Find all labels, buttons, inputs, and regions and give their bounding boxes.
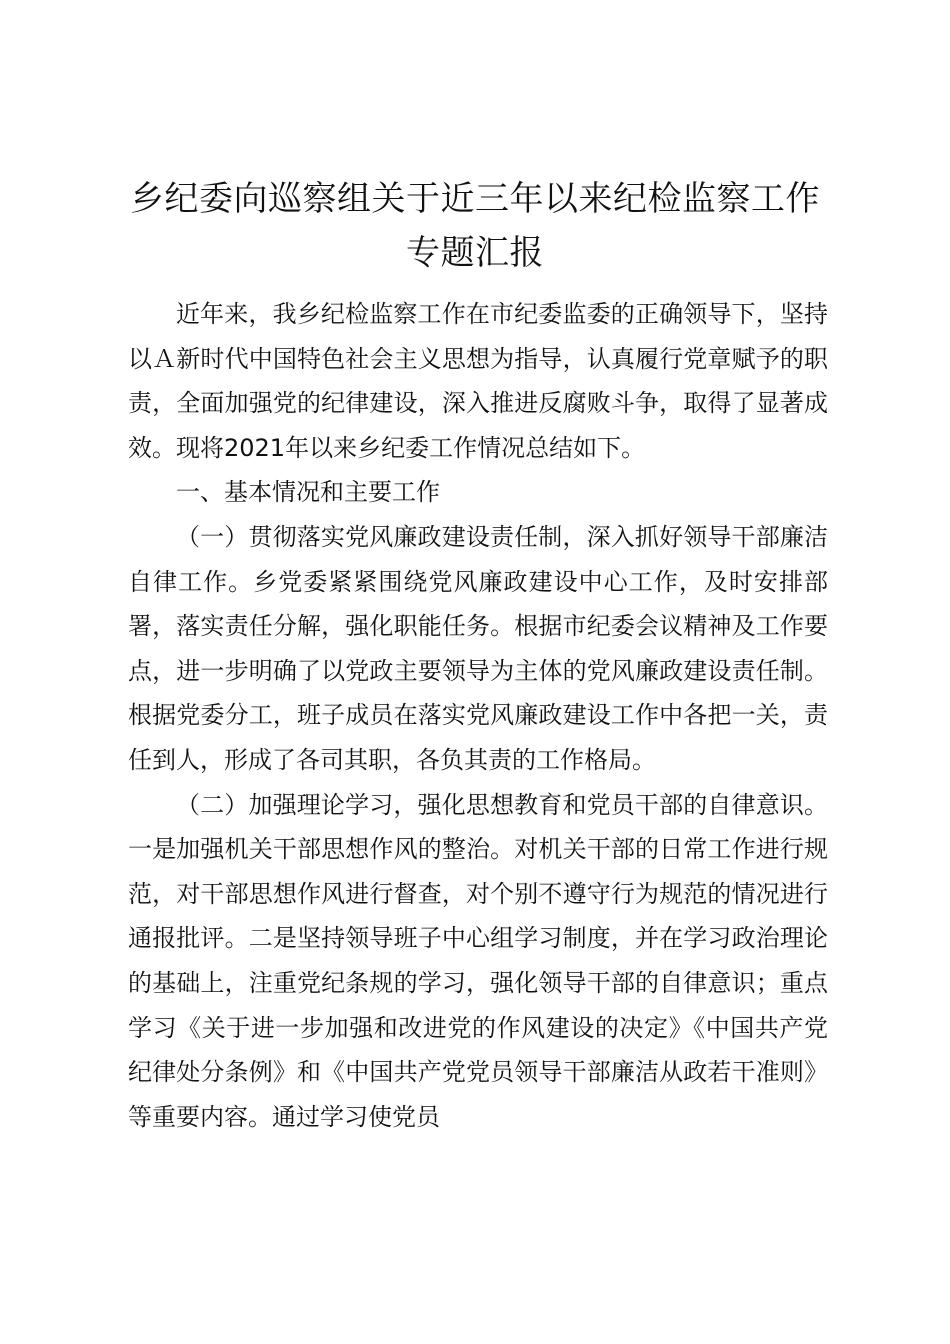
document-body — [128, 292, 828, 1139]
paragraph-intro: 近年来，我乡纪检监察工作在市纪委监委的正确领导下，坚持以Ａ新时代中国特色社会主义思想为指导，认真履行党章赋予的职责，全面加强党的纪律建设，深入推进反腐败斗争，取得了显著成效。现将2021年以来乡纪委工作情况总结如下。 — [128, 300, 828, 462]
title-line-1: 乡纪委向巡察组关于近三年以来纪检监察工作 — [130, 179, 820, 219]
paragraph-item-2: （二）加强理论学习，强化思想教育和党员干部的自律意识。一是加强机关干部思想作风的整治。对机关干部的日常工作进行规范，对干部思想作风进行督查，对个别不遵守行为规范的情况进行通报批评。二是坚持领导班子中心组学习制度，并在学习政治理论的基础上，注重党纪条规的学习，强化领导干部的自律意识；重点学习《关于进一步加强和改进党的作风建设的决定》《中国共产党纪律处分条例》和《中国共产党党员领导干部廉洁从政若干准则》等重要内容。通过学习使党员 — [128, 790, 828, 1131]
document-title — [110, 172, 840, 280]
title-line-2: 专题汇报 — [406, 233, 544, 273]
section-heading-1: 一、基本情况和主要工作 — [176, 478, 440, 507]
paragraph-item-1: （一）贯彻落实党风廉政建设责任制，深入抓好领导干部廉洁自律工作。乡党委紧紧围绕党风廉政建设中心工作，及时安排部署，落实责任分解，强化职能任务。根据市纪委会议精神及工作要点，进一步明确了以党政主要领导为主体的党风廉政建设责任制。根据党委分工，班子成员在落实党风廉政建设工作中各把一关，责任到人，形成了各司其职，各负其责的工作格局。 — [128, 522, 828, 774]
